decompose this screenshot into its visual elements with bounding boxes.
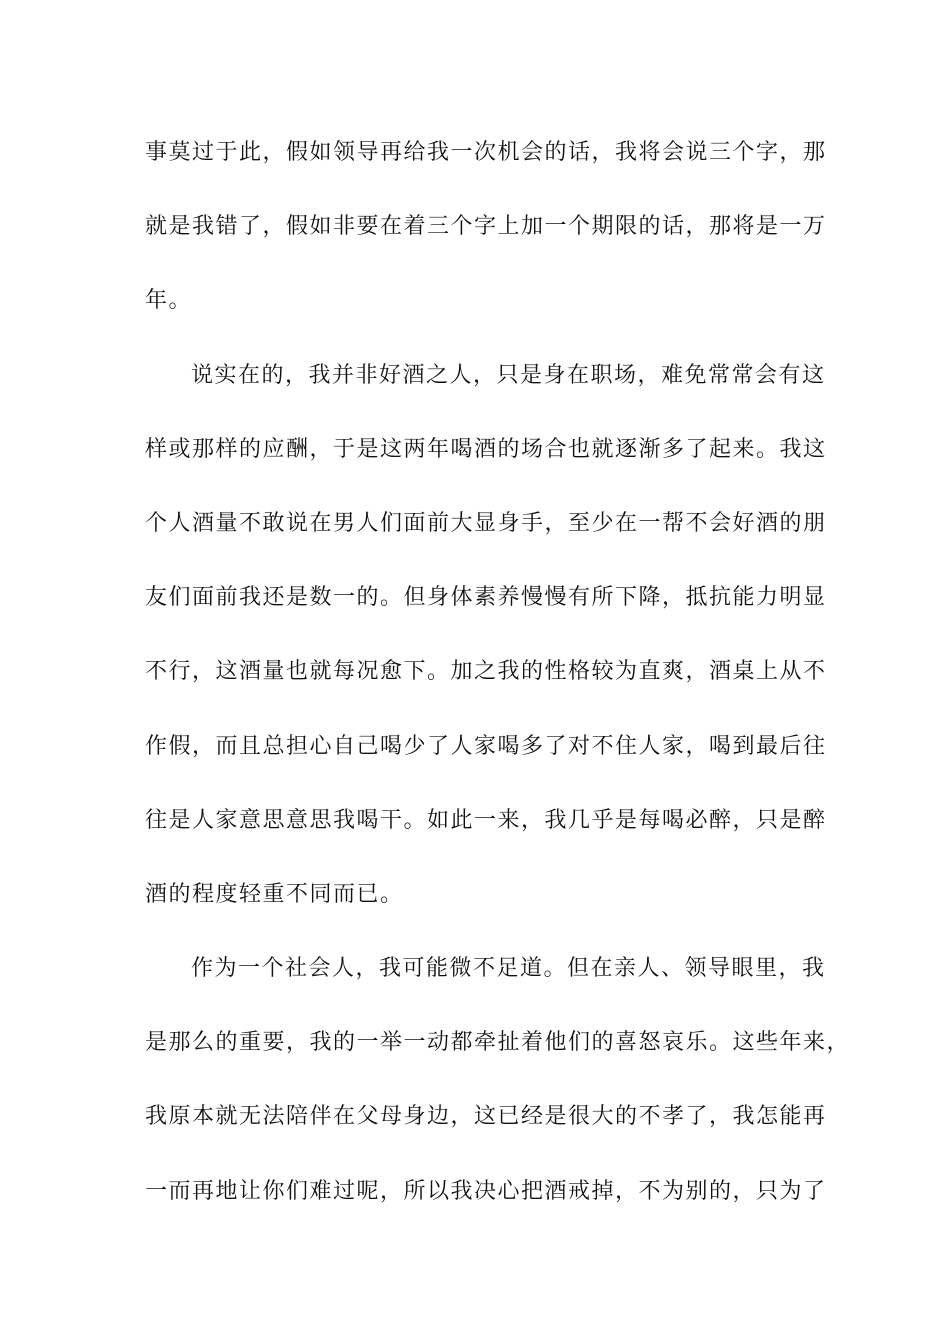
text-line: 个人酒量不敢说在男人们面前大显身手，至少在一帮不会好酒的朋: [145, 510, 827, 536]
text-line: 作为一个社会人，我可能微不足道。但在亲人、领导眼里，我: [191, 956, 826, 982]
text-line: 说实在的，我并非好酒之人，只是身在职场，难免常常会有这: [191, 362, 826, 388]
text-line: 酒的程度轻重不同而已。: [145, 881, 404, 907]
text-line: 是那么的重要，我的一举一动都牵扯着他们的喜怒哀乐。这些年来，: [145, 1030, 851, 1056]
text-line: 样或那样的应酬，于是这两年喝酒的场合也就逐渐多了起来。我这: [145, 436, 827, 462]
paragraph-1: [145, 134, 827, 357]
text-line: 不行，这酒量也就每况愈下。加之我的性格较为直爽，酒桌上从不: [145, 659, 827, 685]
paragraph-3: [145, 950, 851, 1247]
text-line: 就是我错了，假如非要在着三个字上加一个期限的话，那将是一万: [145, 214, 827, 240]
text-line: 事莫过于此，假如领导再给我一次机会的话，我将会说三个字，那: [145, 140, 827, 165]
text-line: 我原本就无法陪伴在父母身边，这已经是很大的不孝了，我怎能再: [145, 1104, 827, 1130]
text-line: 年。: [145, 288, 193, 314]
paragraph-2: [145, 357, 827, 951]
text-line: 友们面前我还是数一的。但身体素养慢慢有所下降，抵抗能力明显: [145, 585, 827, 611]
text-line: 一而再地让你们难过呢，所以我决心把酒戒掉，不为别的，只为了: [145, 1178, 827, 1204]
document-body: [145, 134, 851, 1247]
text-line: 往是人家意思意思我喝干。如此一来，我几乎是每喝必醉，只是醉: [145, 807, 827, 833]
text-line: 作假，而且总担心自己喝少了人家喝多了对不住人家，喝到最后往: [145, 733, 827, 759]
